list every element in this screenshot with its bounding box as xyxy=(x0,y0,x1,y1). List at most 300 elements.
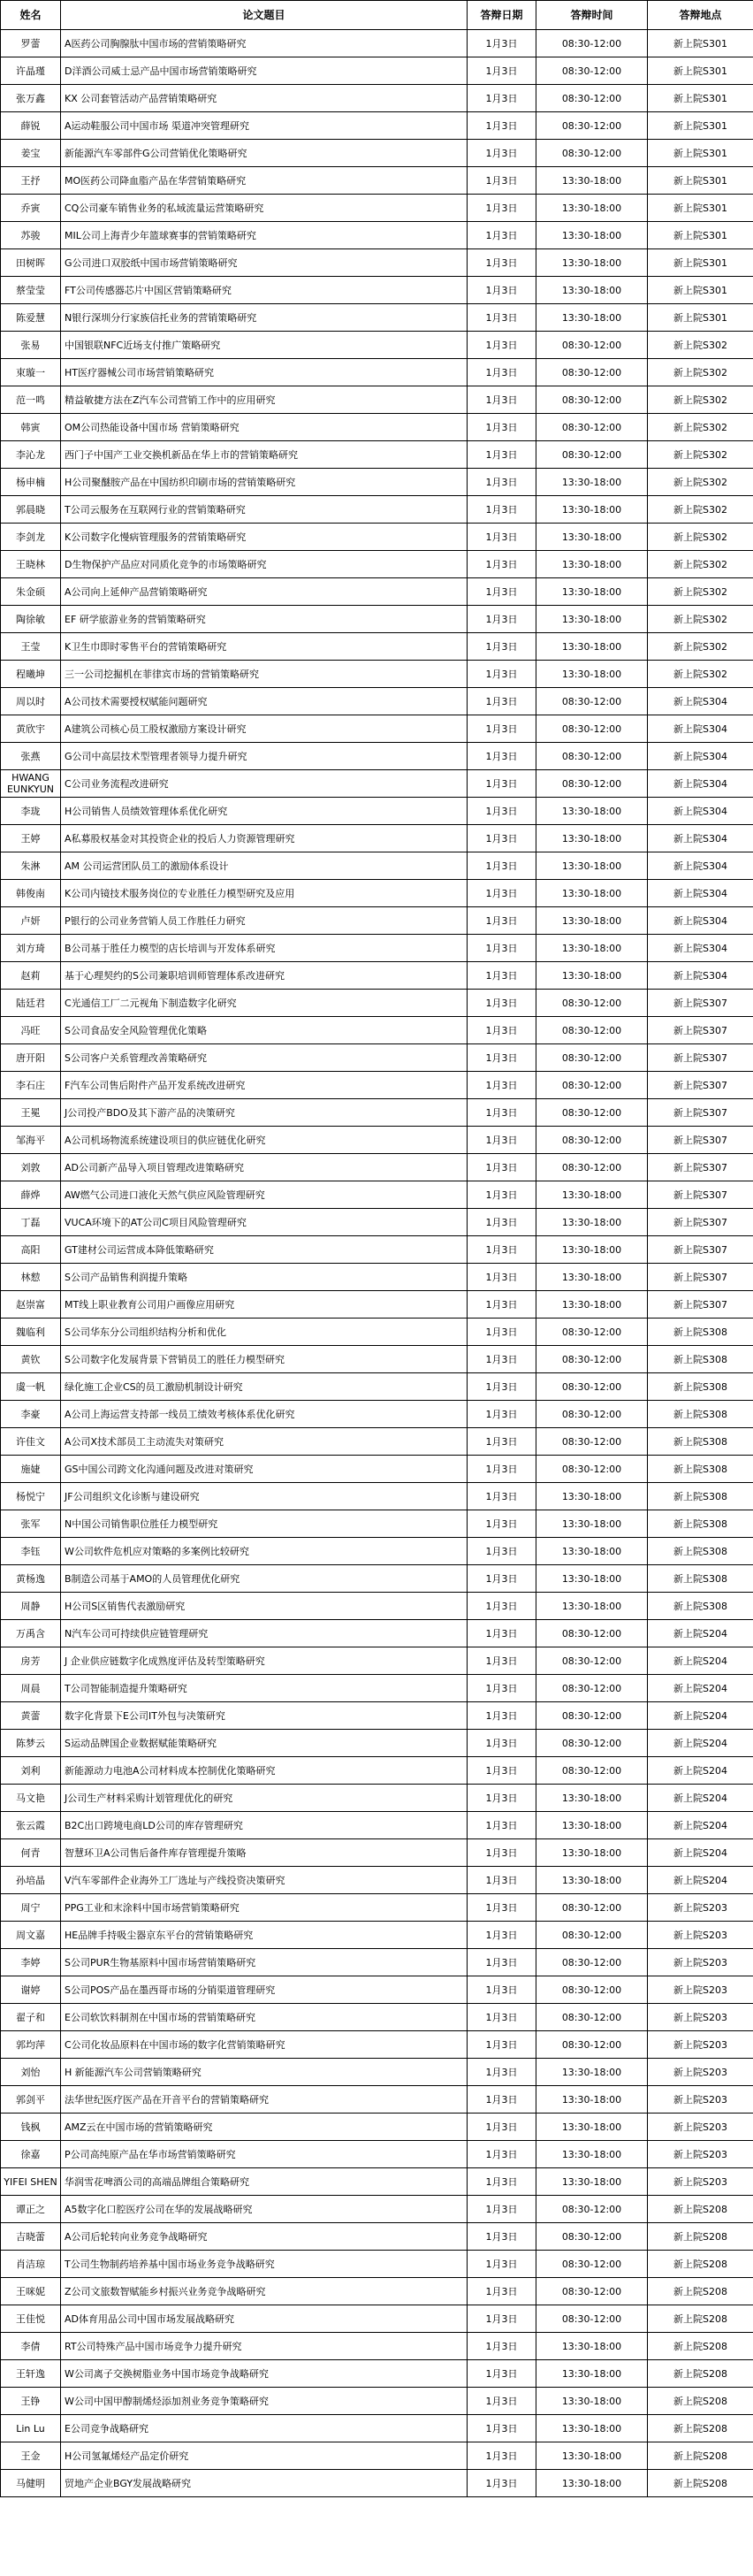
thesis-title: C公司业务流程改进研究 xyxy=(61,770,468,798)
defense-date: 1月3日 xyxy=(468,414,536,441)
thesis-title: AW燃气公司进口液化天然气供应风险管理研究 xyxy=(61,1181,468,1209)
defense-location: 新上院S301 xyxy=(648,277,753,304)
thesis-title: S公司食品安全风险管理优化策略 xyxy=(61,1017,468,1044)
thesis-title: GS中国公司跨文化沟通问题及改进对策研究 xyxy=(61,1456,468,1483)
table-row xyxy=(1,743,753,770)
defense-date: 1月3日 xyxy=(468,2031,536,2059)
thesis-title: H 新能源汽车公司营销策略研究 xyxy=(61,2059,468,2086)
defense-time: 08:30-12:00 xyxy=(536,85,648,112)
student-name: 张云霞 xyxy=(1,1812,61,1839)
defense-date: 1月3日 xyxy=(468,195,536,222)
defense-location: 新上院S308 xyxy=(648,1483,753,1510)
table-row xyxy=(1,1675,753,1702)
defense-date: 1月3日 xyxy=(468,2278,536,2305)
table-row xyxy=(1,1044,753,1072)
student-name: 周静 xyxy=(1,1593,61,1620)
table-row xyxy=(1,1099,753,1127)
student-name: 刘利 xyxy=(1,1757,61,1785)
thesis-title: S公司产品销售利润提升策略 xyxy=(61,1264,468,1291)
student-name: 陈梦云 xyxy=(1,1730,61,1757)
student-name: 马文艳 xyxy=(1,1785,61,1812)
defense-time: 13:30-18:00 xyxy=(536,2442,648,2470)
student-name: 钱枫 xyxy=(1,2114,61,2141)
thesis-title: A公司技术需要授权赋能问题研究 xyxy=(61,688,468,715)
thesis-title: V汽车零部件企业海外工厂选址与产线投资决策研究 xyxy=(61,1867,468,1894)
defense-date: 1月3日 xyxy=(468,249,536,277)
defense-time: 13:30-18:00 xyxy=(536,633,648,661)
defense-date: 1月3日 xyxy=(468,30,536,57)
defense-date: 1月3日 xyxy=(468,2059,536,2086)
defense-date: 1月3日 xyxy=(468,715,536,743)
student-name: 周文嘉 xyxy=(1,1922,61,1949)
defense-location: 新上院S204 xyxy=(648,1647,753,1675)
defense-time: 13:30-18:00 xyxy=(536,880,648,907)
table-row xyxy=(1,1839,753,1867)
defense-time: 13:30-18:00 xyxy=(536,1209,648,1236)
defense-location: 新上院S208 xyxy=(648,2442,753,2470)
defense-date: 1月3日 xyxy=(468,1291,536,1319)
table-row xyxy=(1,332,753,359)
defense-time: 08:30-12:00 xyxy=(536,386,648,414)
defense-location: 新上院S304 xyxy=(648,798,753,825)
student-name: 陈爱慧 xyxy=(1,304,61,332)
student-name: 张燕 xyxy=(1,743,61,770)
defense-time: 13:30-18:00 xyxy=(536,222,648,249)
student-name: 韩俊南 xyxy=(1,880,61,907)
thesis-title: RT公司特殊产品中国市场竞争力提升研究 xyxy=(61,2333,468,2360)
table-row xyxy=(1,1922,753,1949)
defense-date: 1月3日 xyxy=(468,1647,536,1675)
defense-time: 13:30-18:00 xyxy=(536,1593,648,1620)
defense-date: 1月3日 xyxy=(468,167,536,195)
table-row xyxy=(1,1181,753,1209)
defense-date: 1月3日 xyxy=(468,743,536,770)
table-row xyxy=(1,57,753,85)
table-row xyxy=(1,85,753,112)
table-row xyxy=(1,1264,753,1291)
defense-date: 1月3日 xyxy=(468,1154,536,1181)
defense-location: 新上院S308 xyxy=(648,1319,753,1346)
thesis-title: S公司POS产品在墨西哥市场的分销渠道管理研究 xyxy=(61,1976,468,2004)
student-name: 王抒 xyxy=(1,167,61,195)
student-name: 谢婷 xyxy=(1,1976,61,2004)
defense-time: 08:30-12:00 xyxy=(536,2223,648,2251)
thesis-title: CQ公司豪车销售业务的私域流量运营策略研究 xyxy=(61,195,468,222)
defense-date: 1月3日 xyxy=(468,1894,536,1922)
thesis-title: AD公司新产品导入项目管理改进策略研究 xyxy=(61,1154,468,1181)
defense-location: 新上院S302 xyxy=(648,633,753,661)
defense-location: 新上院S308 xyxy=(648,1565,753,1593)
defense-date: 1月3日 xyxy=(468,85,536,112)
thesis-title: N汽车公司可持续供应链管理研究 xyxy=(61,1620,468,1647)
defense-date: 1月3日 xyxy=(468,1922,536,1949)
defense-time: 13:30-18:00 xyxy=(536,1565,648,1593)
defense-time: 13:30-18:00 xyxy=(536,907,648,935)
defense-location: 新上院S203 xyxy=(648,2114,753,2141)
defense-date: 1月3日 xyxy=(468,551,536,578)
thesis-title: K公司内镜技术服务岗位的专业胜任力模型研究及应用 xyxy=(61,880,468,907)
defense-location: 新上院S301 xyxy=(648,140,753,167)
defense-location: 新上院S301 xyxy=(648,30,753,57)
header-defense-date: 答辩日期 xyxy=(468,1,536,30)
thesis-title: VUCA环境下的AT公司C项目风险管理研究 xyxy=(61,1209,468,1236)
defense-date: 1月3日 xyxy=(468,1209,536,1236)
defense-time: 08:30-12:00 xyxy=(536,1675,648,1702)
defense-location: 新上院S308 xyxy=(648,1456,753,1483)
student-name: 杨悦宁 xyxy=(1,1483,61,1510)
student-name: 何青 xyxy=(1,1839,61,1867)
defense-date: 1月3日 xyxy=(468,386,536,414)
student-name: 田树晖 xyxy=(1,249,61,277)
defense-location: 新上院S304 xyxy=(648,715,753,743)
defense-time: 08:30-12:00 xyxy=(536,1072,648,1099)
defense-time: 08:30-12:00 xyxy=(536,1044,648,1072)
student-name: 郭晨晓 xyxy=(1,496,61,524)
student-name: 赵莉 xyxy=(1,962,61,990)
defense-time: 08:30-12:00 xyxy=(536,359,648,386)
thesis-title: 基于心理契约的S公司兼职培训师管理体系改进研究 xyxy=(61,962,468,990)
student-name: 王晓林 xyxy=(1,551,61,578)
student-name: 周晨 xyxy=(1,1675,61,1702)
defense-time: 08:30-12:00 xyxy=(536,30,648,57)
student-name: 李石庄 xyxy=(1,1072,61,1099)
student-name: 施婕 xyxy=(1,1456,61,1483)
defense-time: 13:30-18:00 xyxy=(536,2114,648,2141)
defense-date: 1月3日 xyxy=(468,661,536,688)
defense-location: 新上院S307 xyxy=(648,1236,753,1264)
defense-date: 1月3日 xyxy=(468,1346,536,1373)
student-name: 刘方琦 xyxy=(1,935,61,962)
table-row xyxy=(1,633,753,661)
defense-time: 13:30-18:00 xyxy=(536,1867,648,1894)
student-name: 林愸 xyxy=(1,1264,61,1291)
defense-location: 新上院S302 xyxy=(648,332,753,359)
thesis-title: K公司数字化慢病管理服务的营销策略研究 xyxy=(61,524,468,551)
student-name: 冯旺 xyxy=(1,1017,61,1044)
table-row xyxy=(1,2388,753,2415)
student-name: 王金 xyxy=(1,2442,61,2470)
table-row xyxy=(1,962,753,990)
thesis-title: A公司X技术部员工主动流失对策研究 xyxy=(61,1428,468,1456)
thesis-title: A公司机场物流系统建设项目的供应链优化研究 xyxy=(61,1127,468,1154)
defense-time: 13:30-18:00 xyxy=(536,1785,648,1812)
student-name: 李婷 xyxy=(1,1949,61,1976)
thesis-title: FT公司传感器芯片中国区营销策略研究 xyxy=(61,277,468,304)
defense-date: 1月3日 xyxy=(468,332,536,359)
defense-time: 13:30-18:00 xyxy=(536,606,648,633)
thesis-title: H公司S区销售代表激励研究 xyxy=(61,1593,468,1620)
defense-date: 1月3日 xyxy=(468,770,536,798)
defense-date: 1月3日 xyxy=(468,2360,536,2388)
table-row xyxy=(1,907,753,935)
defense-location: 新上院S307 xyxy=(648,990,753,1017)
student-name: 李剑龙 xyxy=(1,524,61,551)
defense-location: 新上院S302 xyxy=(648,386,753,414)
defense-time: 13:30-18:00 xyxy=(536,2470,648,2497)
defense-date: 1月3日 xyxy=(468,1127,536,1154)
defense-time: 08:30-12:00 xyxy=(536,2251,648,2278)
defense-location: 新上院S307 xyxy=(648,1291,753,1319)
table-row xyxy=(1,1510,753,1538)
defense-location: 新上院S301 xyxy=(648,85,753,112)
table-row xyxy=(1,304,753,332)
student-name: 王冕 xyxy=(1,1099,61,1127)
defense-location: 新上院S208 xyxy=(648,2470,753,2497)
thesis-title: 绿化施工企业CS的员工激励机制设计研究 xyxy=(61,1373,468,1401)
defense-time: 13:30-18:00 xyxy=(536,1264,648,1291)
student-name: 刘怡 xyxy=(1,2059,61,2086)
defense-location: 新上院S204 xyxy=(648,1757,753,1785)
table-row xyxy=(1,1373,753,1401)
defense-time: 08:30-12:00 xyxy=(536,112,648,140)
defense-time: 13:30-18:00 xyxy=(536,249,648,277)
table-row xyxy=(1,1483,753,1510)
defense-time: 08:30-12:00 xyxy=(536,1401,648,1428)
table-row xyxy=(1,1291,753,1319)
table-row xyxy=(1,1127,753,1154)
student-name: 卢妍 xyxy=(1,907,61,935)
thesis-title: 法华世纪医疗医产品在开音平台的营销策略研究 xyxy=(61,2086,468,2114)
table-row xyxy=(1,195,753,222)
defense-location: 新上院S302 xyxy=(648,496,753,524)
student-name: 王佳悦 xyxy=(1,2305,61,2333)
defense-time: 13:30-18:00 xyxy=(536,1181,648,1209)
student-name: 虞一帆 xyxy=(1,1373,61,1401)
thesis-title: S公司PUR生物基原料中国市场营销策略研究 xyxy=(61,1949,468,1976)
thesis-title: 智慧环卫A公司售后备件库存管理提升策略 xyxy=(61,1839,468,1867)
defense-time: 08:30-12:00 xyxy=(536,1127,648,1154)
table-row xyxy=(1,578,753,606)
defense-location: 新上院S204 xyxy=(648,1812,753,1839)
table-row xyxy=(1,277,753,304)
defense-time: 13:30-18:00 xyxy=(536,798,648,825)
table-row xyxy=(1,2114,753,2141)
student-name: 张军 xyxy=(1,1510,61,1538)
defense-date: 1月3日 xyxy=(468,1538,536,1565)
defense-time: 08:30-12:00 xyxy=(536,1319,648,1346)
defense-location: 新上院S208 xyxy=(648,2360,753,2388)
defense-location: 新上院S302 xyxy=(648,469,753,496)
defense-date: 1月3日 xyxy=(468,1785,536,1812)
defense-date: 1月3日 xyxy=(468,1867,536,1894)
header-name: 姓名 xyxy=(1,1,61,30)
defense-date: 1月3日 xyxy=(468,1510,536,1538)
defense-time: 08:30-12:00 xyxy=(536,1894,648,1922)
thesis-title: 新能源动力电池A公司材料成本控制优化策略研究 xyxy=(61,1757,468,1785)
student-name: 韩寅 xyxy=(1,414,61,441)
table-row xyxy=(1,770,753,798)
defense-location: 新上院S208 xyxy=(648,2278,753,2305)
defense-time: 13:30-18:00 xyxy=(536,2415,648,2442)
defense-time: 08:30-12:00 xyxy=(536,2031,648,2059)
defense-location: 新上院S204 xyxy=(648,1675,753,1702)
table-row xyxy=(1,1017,753,1044)
thesis-title: A建筑公司核心员工股权激励方案设计研究 xyxy=(61,715,468,743)
defense-location: 新上院S203 xyxy=(648,2059,753,2086)
student-name: 周以时 xyxy=(1,688,61,715)
defense-date: 1月3日 xyxy=(468,140,536,167)
student-name: 魏临利 xyxy=(1,1319,61,1346)
defense-time: 13:30-18:00 xyxy=(536,2360,648,2388)
defense-date: 1月3日 xyxy=(468,359,536,386)
defense-date: 1月3日 xyxy=(468,990,536,1017)
defense-location: 新上院S301 xyxy=(648,222,753,249)
thesis-title: J公司投产BDO及其下游产品的决策研究 xyxy=(61,1099,468,1127)
defense-time: 08:30-12:00 xyxy=(536,715,648,743)
defense-location: 新上院S204 xyxy=(648,1702,753,1730)
defense-location: 新上院S304 xyxy=(648,743,753,770)
defense-location: 新上院S301 xyxy=(648,249,753,277)
defense-date: 1月3日 xyxy=(468,1565,536,1593)
defense-location: 新上院S308 xyxy=(648,1538,753,1565)
defense-date: 1月3日 xyxy=(468,57,536,85)
student-name: YIFEI SHEN xyxy=(1,2168,61,2196)
student-name: Lin Lu xyxy=(1,2415,61,2442)
student-name: 蔡莹莹 xyxy=(1,277,61,304)
defense-location: 新上院S307 xyxy=(648,1154,753,1181)
defense-location: 新上院S302 xyxy=(648,414,753,441)
student-name: 李钰 xyxy=(1,1538,61,1565)
defense-location: 新上院S307 xyxy=(648,1127,753,1154)
defense-time: 13:30-18:00 xyxy=(536,825,648,852)
thesis-title: J 企业供应链数字化成熟度评估及转型策略研究 xyxy=(61,1647,468,1675)
defense-time: 08:30-12:00 xyxy=(536,1757,648,1785)
table-row xyxy=(1,2333,753,2360)
defense-time: 08:30-12:00 xyxy=(536,332,648,359)
defense-time: 08:30-12:00 xyxy=(536,1702,648,1730)
thesis-title: MT线上职业教育公司用户画像应用研究 xyxy=(61,1291,468,1319)
table-row xyxy=(1,1565,753,1593)
thesis-title: A公司向上延伸产品营销策略研究 xyxy=(61,578,468,606)
defense-time: 08:30-12:00 xyxy=(536,688,648,715)
defense-date: 1月3日 xyxy=(468,2223,536,2251)
thesis-title: T公司生物制药培养基中国市场业务竞争战略研究 xyxy=(61,2251,468,2278)
defense-location: 新上院S307 xyxy=(648,1181,753,1209)
student-name: 徐嘉 xyxy=(1,2141,61,2168)
defense-location: 新上院S203 xyxy=(648,2141,753,2168)
defense-location: 新上院S203 xyxy=(648,1894,753,1922)
defense-date: 1月3日 xyxy=(468,1456,536,1483)
student-name: 苏骏 xyxy=(1,222,61,249)
defense-date: 1月3日 xyxy=(468,1264,536,1291)
student-name: 马健明 xyxy=(1,2470,61,2497)
student-name: 郭均萍 xyxy=(1,2031,61,2059)
defense-date: 1月3日 xyxy=(468,2305,536,2333)
thesis-title: 精益敏捷方法在Z汽车公司营销工作中的应用研究 xyxy=(61,386,468,414)
thesis-title: Z公司文旅数智赋能乡村振兴业务竞争战略研究 xyxy=(61,2278,468,2305)
defense-location: 新上院S208 xyxy=(648,2251,753,2278)
student-name: 薛烨 xyxy=(1,1181,61,1209)
table-row xyxy=(1,1319,753,1346)
schedule-body xyxy=(1,30,753,2497)
defense-location: 新上院S304 xyxy=(648,962,753,990)
defense-location: 新上院S304 xyxy=(648,825,753,852)
thesis-title: A公司上海运营支持部一线员工绩效考核体系优化研究 xyxy=(61,1401,468,1428)
student-name: 谭正之 xyxy=(1,2196,61,2223)
defense-time: 13:30-18:00 xyxy=(536,2059,648,2086)
thesis-title: E公司竞争战略研究 xyxy=(61,2415,468,2442)
defense-time: 13:30-18:00 xyxy=(536,1236,648,1264)
defense-location: 新上院S304 xyxy=(648,907,753,935)
thesis-title: AD体育用品公司中国市场发展战略研究 xyxy=(61,2305,468,2333)
table-row xyxy=(1,1894,753,1922)
defense-time: 08:30-12:00 xyxy=(536,770,648,798)
table-row xyxy=(1,2442,753,2470)
student-name: 王婷 xyxy=(1,825,61,852)
defense-date: 1月3日 xyxy=(468,907,536,935)
thesis-title: T公司云服务在互联网行业的营销策略研究 xyxy=(61,496,468,524)
student-name: 杨申楠 xyxy=(1,469,61,496)
defense-date: 1月3日 xyxy=(468,935,536,962)
thesis-title: AMZ云在中国市场的营销策略研究 xyxy=(61,2114,468,2141)
defense-time: 08:30-12:00 xyxy=(536,1456,648,1483)
defense-time: 13:30-18:00 xyxy=(536,496,648,524)
table-row xyxy=(1,524,753,551)
defense-location: 新上院S307 xyxy=(648,1017,753,1044)
student-name: 唐开阳 xyxy=(1,1044,61,1072)
defense-time: 13:30-18:00 xyxy=(536,2388,648,2415)
thesis-title: 数字化背景下E公司IT外包与决策研究 xyxy=(61,1702,468,1730)
student-name: 李沁龙 xyxy=(1,441,61,469)
table-row xyxy=(1,2141,753,2168)
defense-date: 1月3日 xyxy=(468,1099,536,1127)
table-row xyxy=(1,852,753,880)
defense-date: 1月3日 xyxy=(468,277,536,304)
student-name: 乔寅 xyxy=(1,195,61,222)
student-name: 肖洁琼 xyxy=(1,2251,61,2278)
table-row xyxy=(1,606,753,633)
student-name: 张易 xyxy=(1,332,61,359)
thesis-title: J公司生产材料采购计划管理优化的研究 xyxy=(61,1785,468,1812)
defense-date: 1月3日 xyxy=(468,688,536,715)
defense-location: 新上院S208 xyxy=(648,2388,753,2415)
defense-time: 08:30-12:00 xyxy=(536,2278,648,2305)
defense-date: 1月3日 xyxy=(468,1730,536,1757)
table-row xyxy=(1,249,753,277)
student-name: 万禹含 xyxy=(1,1620,61,1647)
student-name: 许晶瑾 xyxy=(1,57,61,85)
table-row xyxy=(1,30,753,57)
defense-location: 新上院S203 xyxy=(648,2004,753,2031)
thesis-title: 西门子中国产工业交换机新品在华上市的营销策略研究 xyxy=(61,441,468,469)
defense-location: 新上院S203 xyxy=(648,2031,753,2059)
student-name: 王咪妮 xyxy=(1,2278,61,2305)
defense-time: 08:30-12:00 xyxy=(536,2004,648,2031)
defense-location: 新上院S307 xyxy=(648,1072,753,1099)
thesis-title: F汽车公司售后附件产品开发系统改进研究 xyxy=(61,1072,468,1099)
student-name: 薛锐 xyxy=(1,112,61,140)
defense-date: 1月3日 xyxy=(468,2168,536,2196)
thesis-title: OM公司热能设备中国市场 营销策略研究 xyxy=(61,414,468,441)
thesis-title: A5数字化口腔医疗公司在华的发展战略研究 xyxy=(61,2196,468,2223)
defense-location: 新上院S308 xyxy=(648,1510,753,1538)
table-row xyxy=(1,1730,753,1757)
thesis-title: JF公司组织文化诊断与建设研究 xyxy=(61,1483,468,1510)
defense-location: 新上院S208 xyxy=(648,2333,753,2360)
defense-location: 新上院S203 xyxy=(648,2168,753,2196)
defense-date: 1月3日 xyxy=(468,1401,536,1428)
student-name: 赵崇富 xyxy=(1,1291,61,1319)
student-name: 李倩 xyxy=(1,2333,61,2360)
student-name: 吉晓蕾 xyxy=(1,2223,61,2251)
defense-time: 08:30-12:00 xyxy=(536,2196,648,2223)
student-name: 张万鑫 xyxy=(1,85,61,112)
defense-time: 08:30-12:00 xyxy=(536,140,648,167)
defense-date: 1月3日 xyxy=(468,852,536,880)
defense-location: 新上院S308 xyxy=(648,1401,753,1428)
thesis-title: 三一公司挖掘机在菲律宾市场的营销策略研究 xyxy=(61,661,468,688)
defense-date: 1月3日 xyxy=(468,1236,536,1264)
